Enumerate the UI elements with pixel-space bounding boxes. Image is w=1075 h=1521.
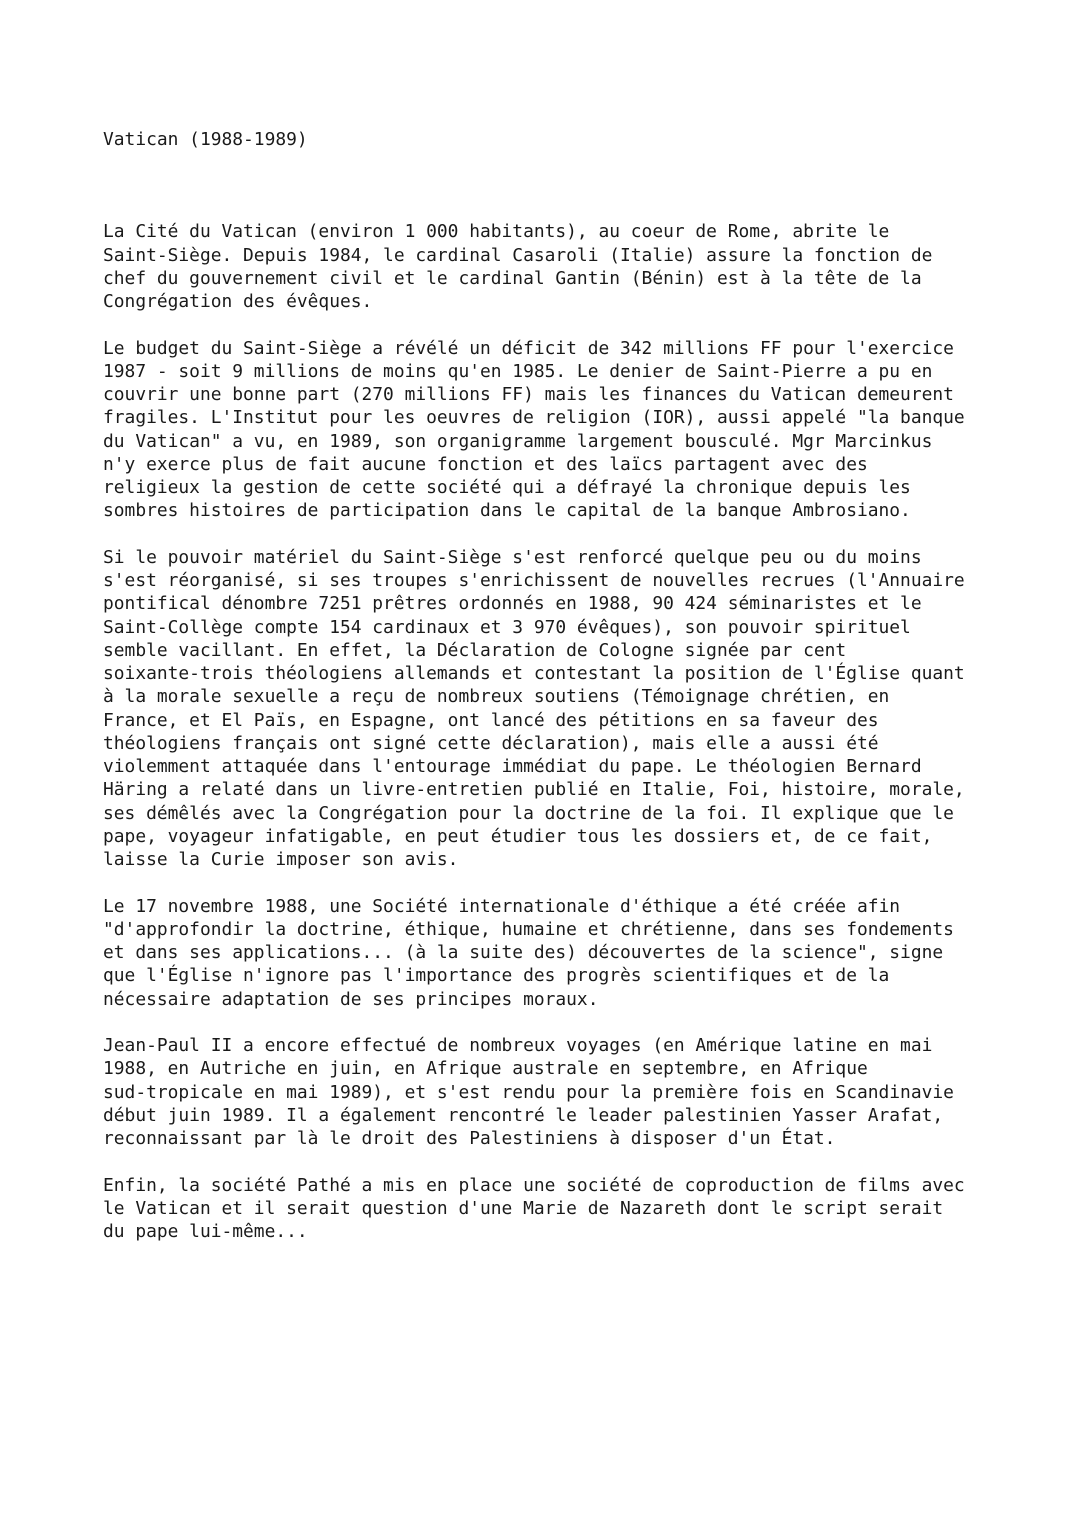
text-line: chef du gouvernement civil et le cardinal Gantin (Bénin) est à la tête de la [103,267,922,289]
paragraph [103,895,1003,1011]
text-line: 1988, en Autriche en juin, en Afrique australe en septembre, en Afrique [103,1058,868,1080]
text-line: sombres histoires de participation dans le capital de la banque Ambrosiano. [103,500,911,522]
text-line: Jean-Paul II a encore effectué de nombreux voyages (en Amérique latine en mai [103,1035,933,1056]
text-line: Si le pouvoir matériel du Saint-Siège s'est renforcé quelque peu ou du moins [103,546,922,568]
text-line: Le 17 novembre 1988, une Société internationale d'éthique a été créée afin [103,895,901,917]
text-line: que l'Église n'ignore pas l'importance des progrès scientifiques et de la [103,965,890,987]
text-line: violemment attaquée dans l'entourage immédiat du pape. Le théologien Bernard [103,756,922,777]
text-line: le Vatican et il serait question d'une Marie de Nazareth dont le script serait [103,1197,944,1219]
document-page [103,128,1003,1267]
text-line: début juin 1989. Il a également rencontré le leader palestinien Yasser Arafat, [103,1104,944,1126]
paragraph [103,337,1003,523]
text-line: semble vacillant. En effet, la Déclaration de Cologne signée par cent [103,639,847,661]
text-line: reconnaissant par là le droit des Palestiniens à disposer d'un État. [103,1128,836,1149]
text-line: couvrir une bonne part (270 millions FF) mais les finances du Vatican demeurent [103,384,954,405]
text-line: France, et El Païs, en Espagne, ont lancé des pétitions en sa faveur des [103,709,879,731]
text-line: nécessaire adaptation de ses principes moraux. [103,988,599,1010]
text-line: du Vatican" a vu, en 1989, son organigramme largement bousculé. Mgr Marcinkus [103,430,933,452]
paragraph [103,220,1003,313]
text-line: du pape lui-même... [103,1221,308,1242]
text-line: à la morale sexuelle a reçu de nombreux soutiens (Témoignage chrétien, en [103,686,890,708]
text-line: "d'approfondir la doctrine, éthique, humaine et chrétienne, dans ses fondements [103,918,954,940]
text-line: pontifical dénombre 7251 prêtres ordonnés en 1988, 90 424 séminaristes et le [103,593,922,615]
text-line: pape, voyageur infatigable, en peut étudier tous les dossiers et, de ce fait, [103,825,933,847]
document-body [103,220,1003,1243]
paragraph [103,1174,1003,1244]
paragraph [103,546,1003,872]
text-line: fragiles. L'Institut pour les oeuvres de religion (IOR), aussi appelé "la banque [103,407,965,429]
text-line: soixante-trois théologiens allemands et contestant la position de l'Église quant [103,663,965,684]
text-line: et dans ses applications... (à la suite des) découvertes de la science", signe [103,942,944,963]
text-line: ses démêlés avec la Congrégation pour la doctrine de la foi. Il explique que le [103,802,954,824]
paragraph [103,1034,1003,1150]
text-line: 1987 - soit 9 millions de moins qu'en 1985. Le denier de Saint-Pierre a pu en [103,360,933,382]
text-line: s'est réorganisé, si ses troupes s'enrichissent de nouvelles recrues (l'Annuaire [103,570,965,591]
document-title: Vatican (1988-1989) [103,129,308,150]
text-line: théologiens français ont signé cette déclaration), mais elle a aussi été [103,732,879,754]
text-line: Saint-Siège. Depuis 1984, le cardinal Casaroli (Italie) assure la fonction de [103,244,933,266]
text-line: Häring a relaté dans un livre-entretien publié en Italie, Foi, histoire, morale, [103,779,965,801]
text-line: Saint-Collège compte 154 cardinaux et 3 970 évêques), son pouvoir spirituel [103,616,911,638]
text-line: Enfin, la société Pathé a mis en place une société de coproduction de films avec [103,1174,965,1196]
text-line: La Cité du Vatican (environ 1 000 habitants), au coeur de Rome, abrite le [103,221,890,243]
text-line: Le budget du Saint-Siège a révélé un déficit de 342 millions FF pour l'exercice [103,337,954,359]
text-line: religieux la gestion de cette société qui a défrayé la chronique depuis les [103,477,911,498]
text-line: sud-tropicale en mai 1989), et s'est rendu pour la première fois en Scandinavie [103,1081,954,1103]
text-line: n'y exerce plus de fait aucune fonction et des laïcs partagent avec des [103,453,868,475]
text-line: Congrégation des évêques. [103,291,373,312]
text-line: laisse la Curie imposer son avis. [103,849,459,870]
